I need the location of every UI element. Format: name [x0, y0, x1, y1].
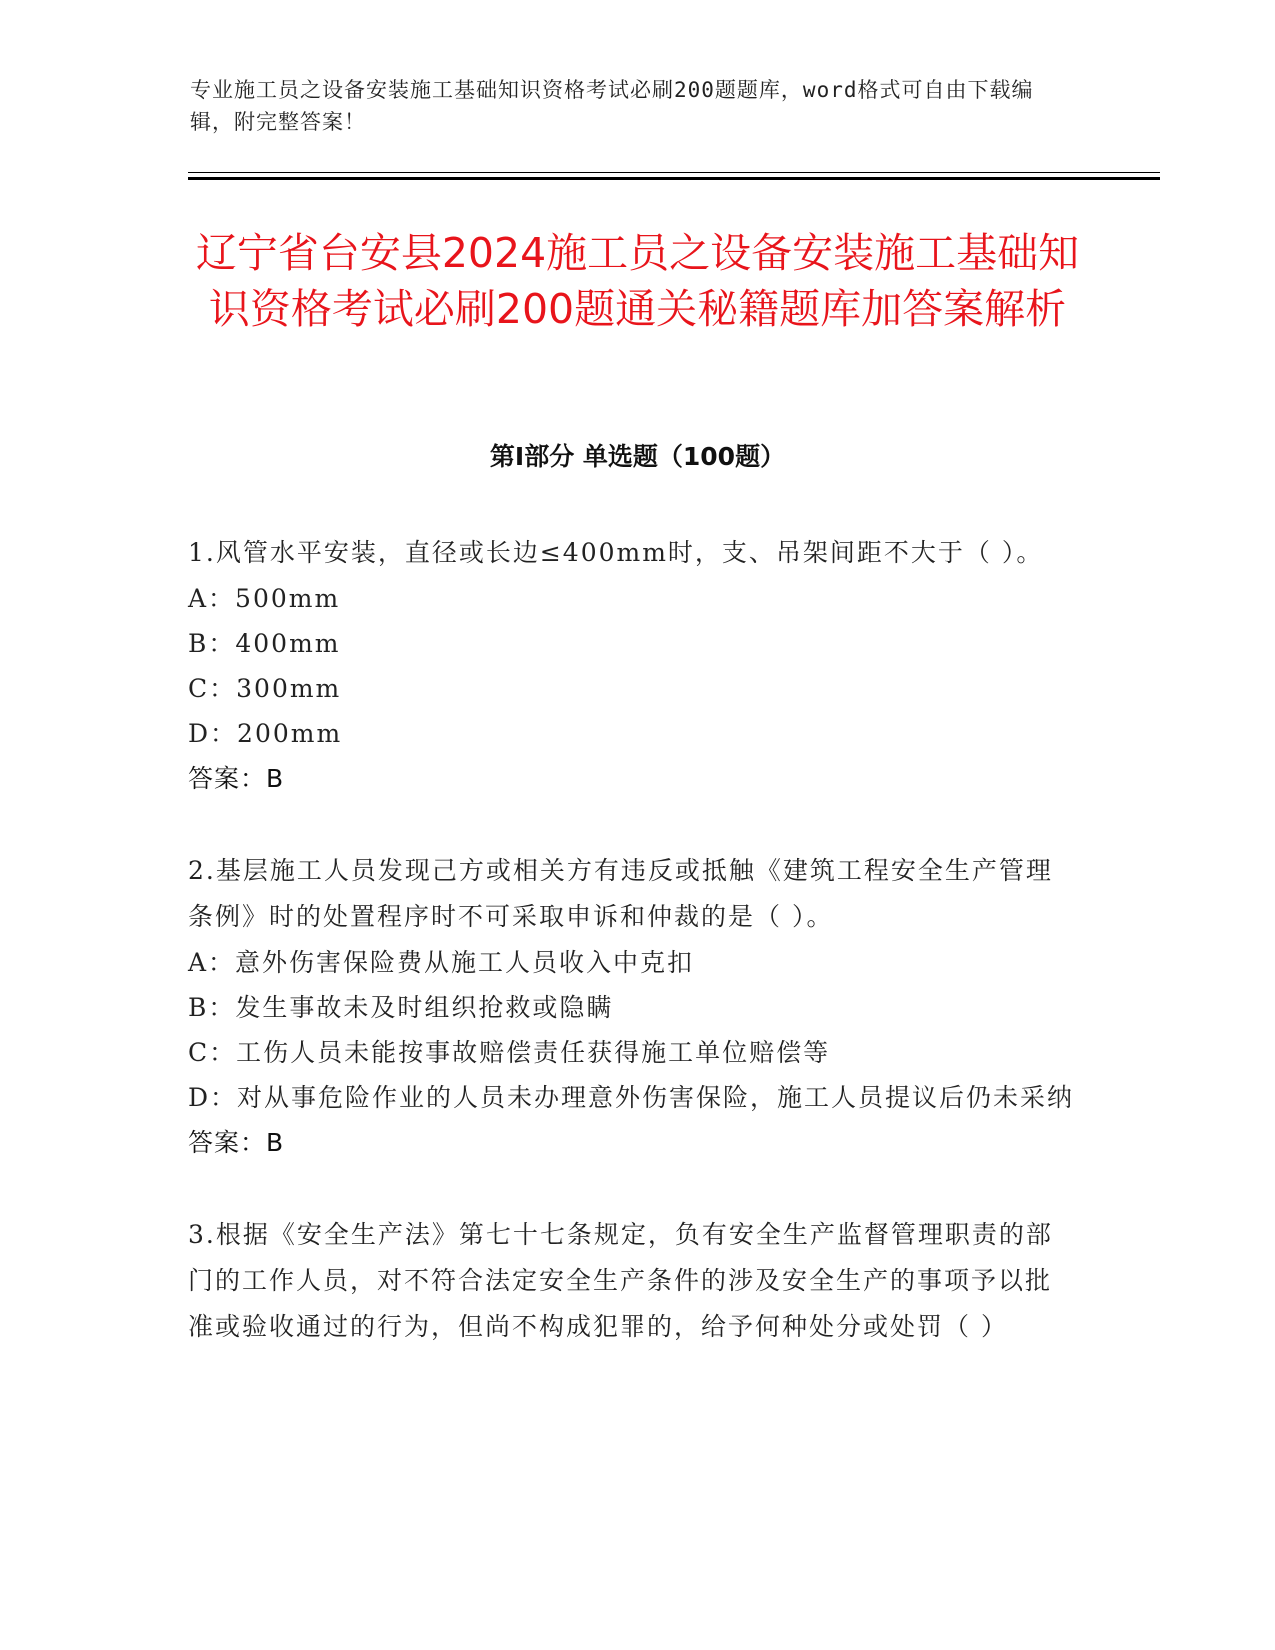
option-b: B：400mm — [188, 629, 341, 658]
option-c: C：300mm — [188, 674, 342, 703]
question-item — [188, 530, 1078, 802]
option-d: D：200mm — [188, 719, 343, 748]
document-title: 辽宁省台安县2024施工员之设备安装施工基础知识资格考试必刷200题通关秘籍题库加答案解析 — [195, 229, 1080, 333]
header-rule-thin — [188, 172, 1160, 173]
option-a: A：500mm — [188, 584, 341, 613]
option-b: B：发生事故未及时组织抢救或隐瞒 — [188, 993, 614, 1022]
question-item — [188, 1212, 1078, 1350]
answer: 答案：B — [188, 764, 285, 793]
option-a: A：意外伤害保险费从施工人员收入中克扣 — [188, 948, 695, 977]
question-stem: 3.根据《安全生产法》第七十七条规定，负有安全生产监督管理职责的部门的工作人员，对不符合法定安全生产条件的涉及安全生产的事项予以批准或验收通过的行为，但尚不构成犯罪的，给予何种处分或处罚（ ） — [188, 1220, 1053, 1341]
section-title: 第Ⅰ部分 单选题（100题） — [489, 442, 786, 471]
header-rule-thick — [188, 177, 1160, 180]
question-list — [188, 530, 1078, 1396]
question-item — [188, 848, 1078, 1166]
option-c: C：工伤人员未能按事故赔偿责任获得施工单位赔偿等 — [188, 1038, 831, 1067]
question-stem: 2.基层施工人员发现己方或相关方有违反或抵触《建筑工程安全生产管理条例》时的处置程序时不可采取申诉和仲裁的是（ ）。 — [188, 856, 1053, 931]
header-note: 专业施工员之设备安装施工基础知识资格考试必刷200题题库，word格式可自由下载编辑，附完整答案！ — [190, 78, 1034, 134]
answer: 答案：B — [188, 1128, 285, 1157]
option-d: D：对从事危险作业的人员未办理意外伤害保险，施工人员提议后仍未采纳 — [188, 1083, 1075, 1112]
question-stem: 1.风管水平安装，直径或长边≤400mm时，支、吊架间距不大于（ ）。 — [188, 538, 1044, 567]
